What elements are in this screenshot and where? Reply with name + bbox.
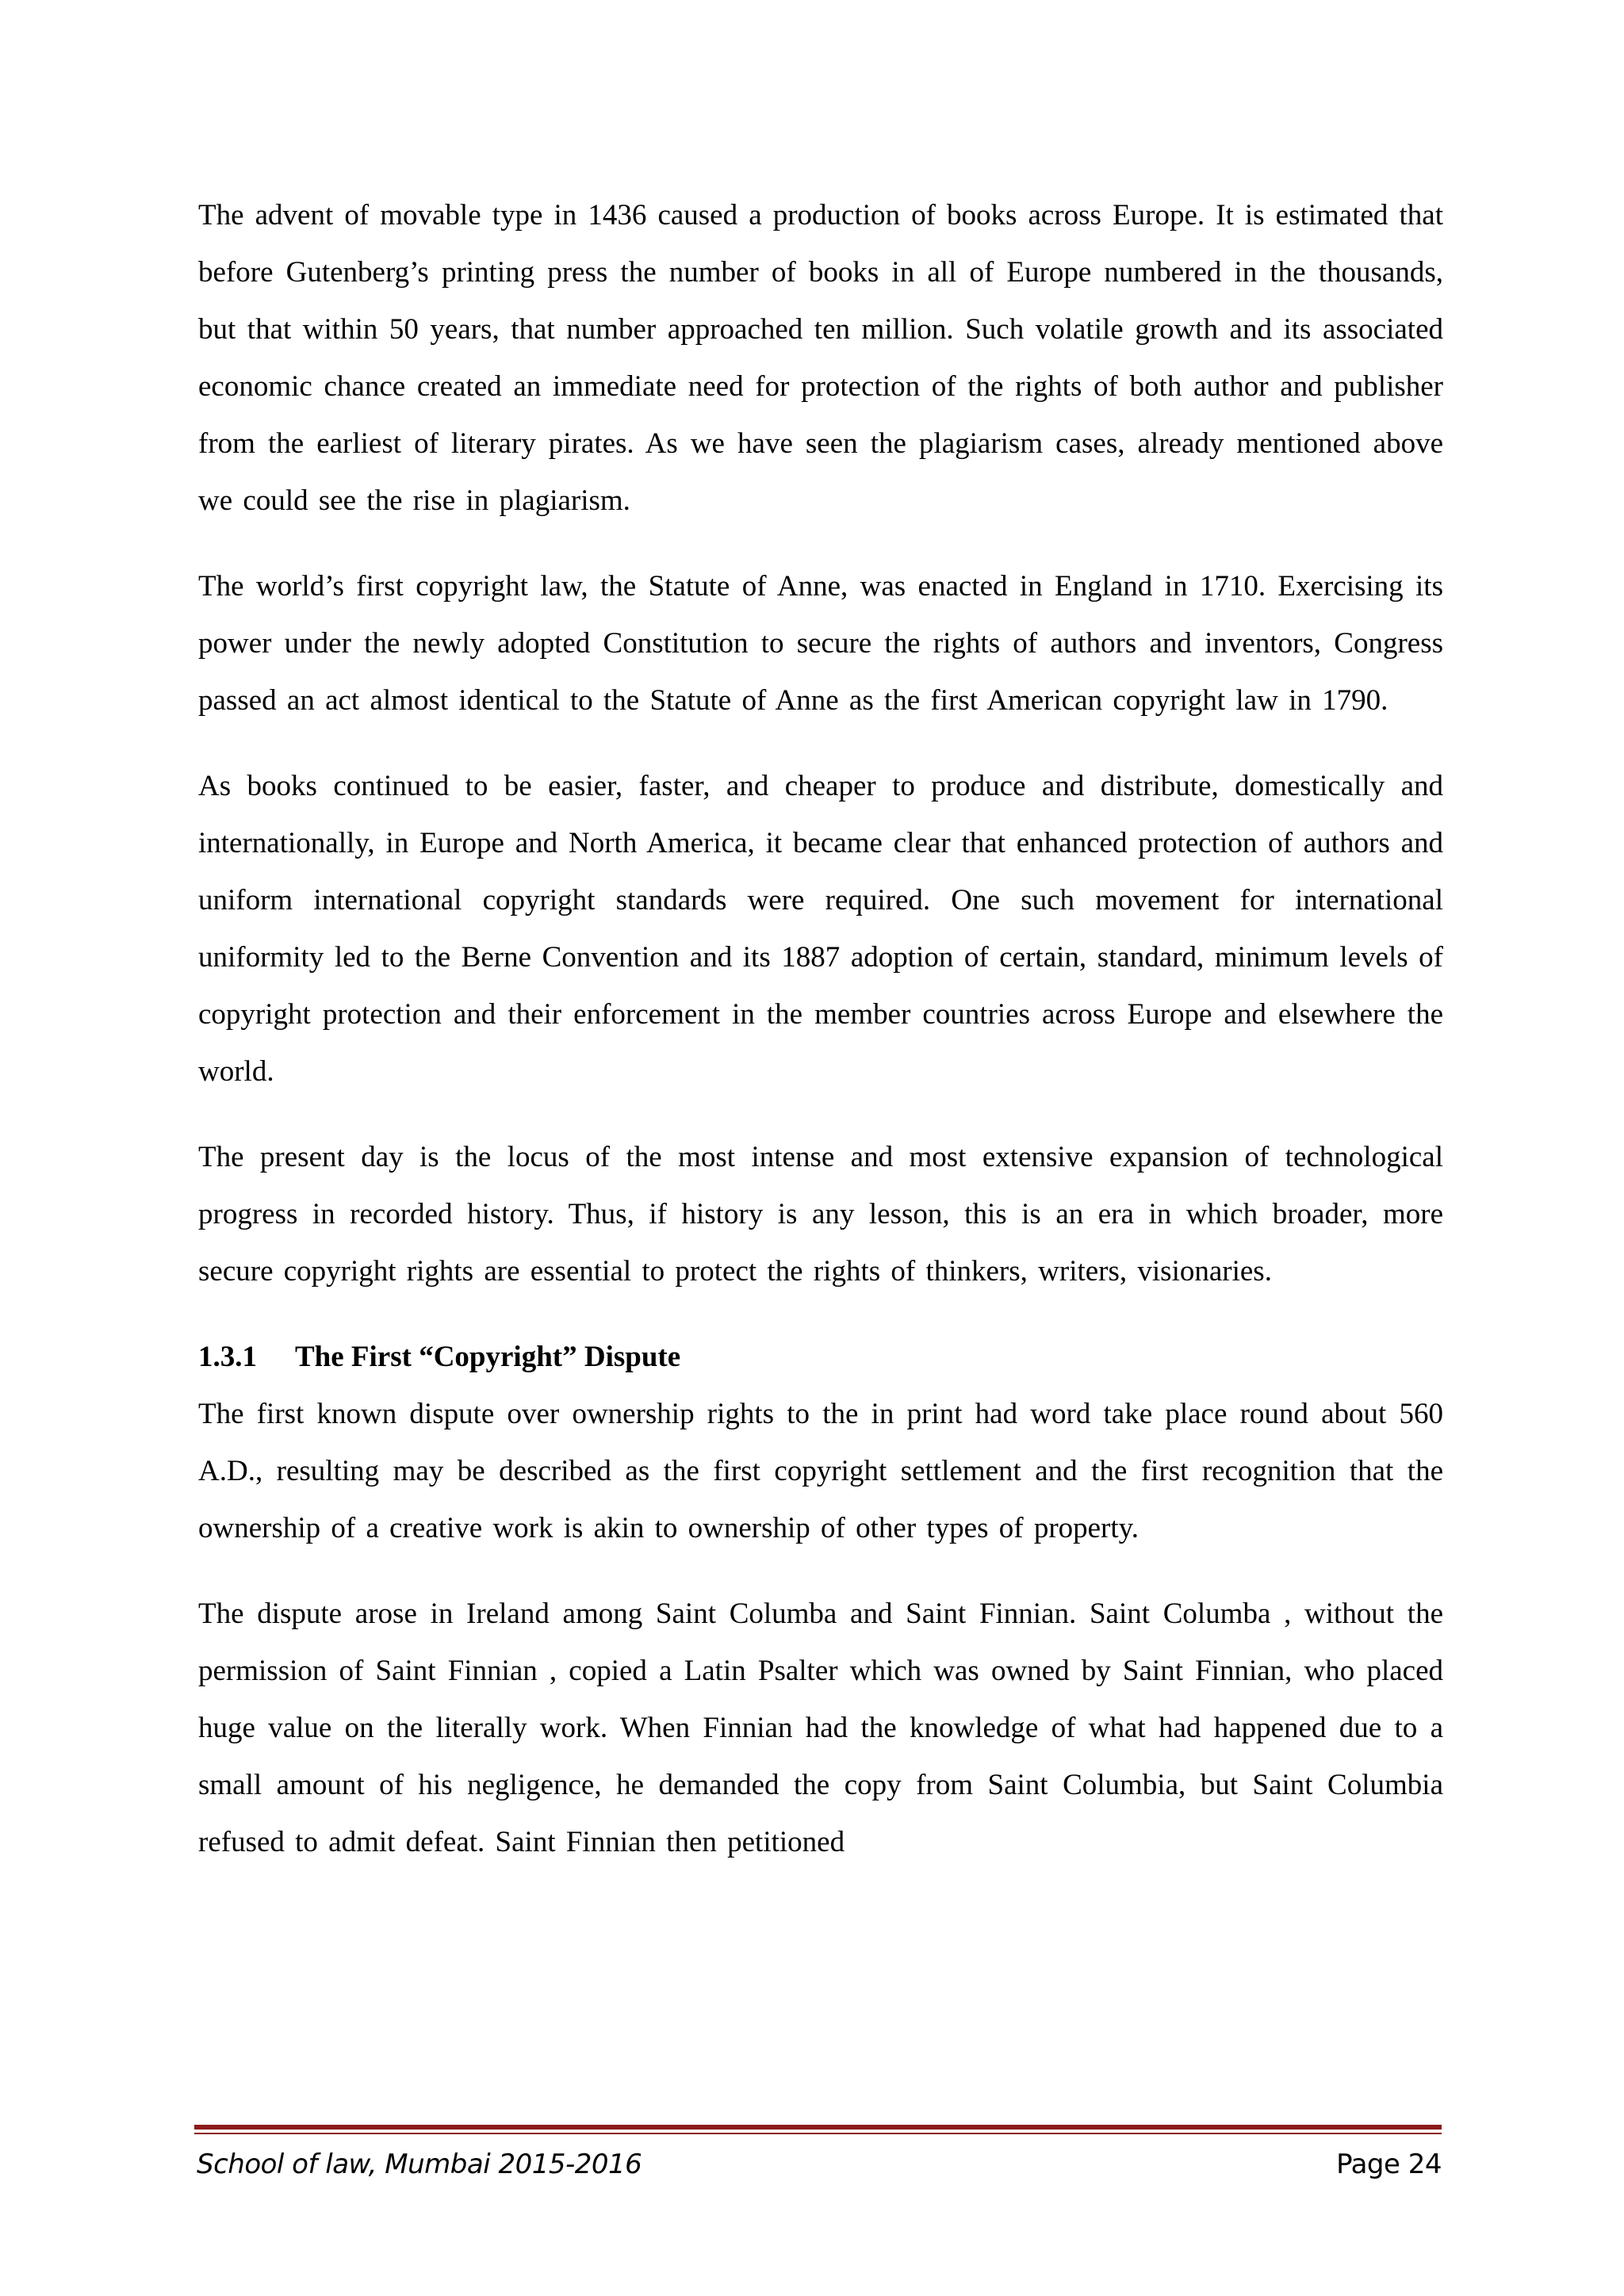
- paragraph-columba-finnian: The dispute arose in Ireland among Saint Columba and Saint Finnian. Saint Columba , without the permission of Saint Finnian , copied a Latin Psalter which was owned by Saint Finnian, who placed huge value on the literally work. When Finnian had the knowledge of what had happened due to a small amount of his negligence, he demanded the copy from Saint Columbia, but Saint Columbia refused to admit defeat. Saint Finnian then petitioned: [198, 1598, 1443, 1858]
- page-footer: [197, 2142, 1442, 2187]
- footer-page-number: Page 24: [1336, 2149, 1442, 2180]
- paragraph-berne-convention: As books continued to be easier, faster, and cheaper to produce and distribute, domestically and internationally, in Europe and North America, it became clear that enhanced protection of authors and uniform international copyright standards were required. One such movement for international uniformity led to the Berne Convention and its 1887 adoption of certain, standard, minimum levels of copyright protection and their enforcement in the member countries across Europe and elsewhere the world.: [198, 770, 1443, 1088]
- footer-rule-thick: [194, 2125, 1442, 2130]
- page-content: [198, 187, 1443, 1900]
- paragraph-statute-of-anne: The world’s first copyright law, the Statute of Anne, was enacted in England in 1710. Exercising its power under the newly adopted Constitution to secure the rights of authors and inventors, Congress passed an act almost identical to the Statute of Anne as the first American copyright law in 1790.: [198, 570, 1443, 717]
- paragraph-first-dispute: The first known dispute over ownership rights to the in print had word take place round about 560 A.D., resulting may be described as the first copyright settlement and the first recognition that the ownership of a creative work is akin to ownership of other types of property.: [198, 1398, 1443, 1544]
- section-number: 1.3.1: [198, 1341, 257, 1373]
- section-title: The First “Copyright” Dispute: [295, 1341, 681, 1373]
- section-heading: [198, 1329, 1443, 1386]
- footer-rule-thin: [194, 2133, 1442, 2134]
- footer-school-label: School of law, Mumbai 2015-2016: [197, 2149, 642, 2180]
- paragraph-present-day: The present day is the locus of the most intense and most extensive expansion of technological progress in recorded history. Thus, if history is any lesson, this is an era in which broader, more secure copyright rights are essential to protect the rights of thinkers, writers, visionaries.: [198, 1141, 1443, 1288]
- paragraph-movable-type: The advent of movable type in 1436 caused a production of books across Europe. It is estimated that before Gutenberg’s printing press the number of books in all of Europe numbered in the thousands, but that within 50 years, that number approached ten million. Such volatile growth and its associated economic chance created an immediate need for protection of the rights of both author and publisher from the earliest of literary pirates. As we have seen the plagiarism cases, already mentioned above we could see the rise in plagiarism.: [198, 199, 1443, 517]
